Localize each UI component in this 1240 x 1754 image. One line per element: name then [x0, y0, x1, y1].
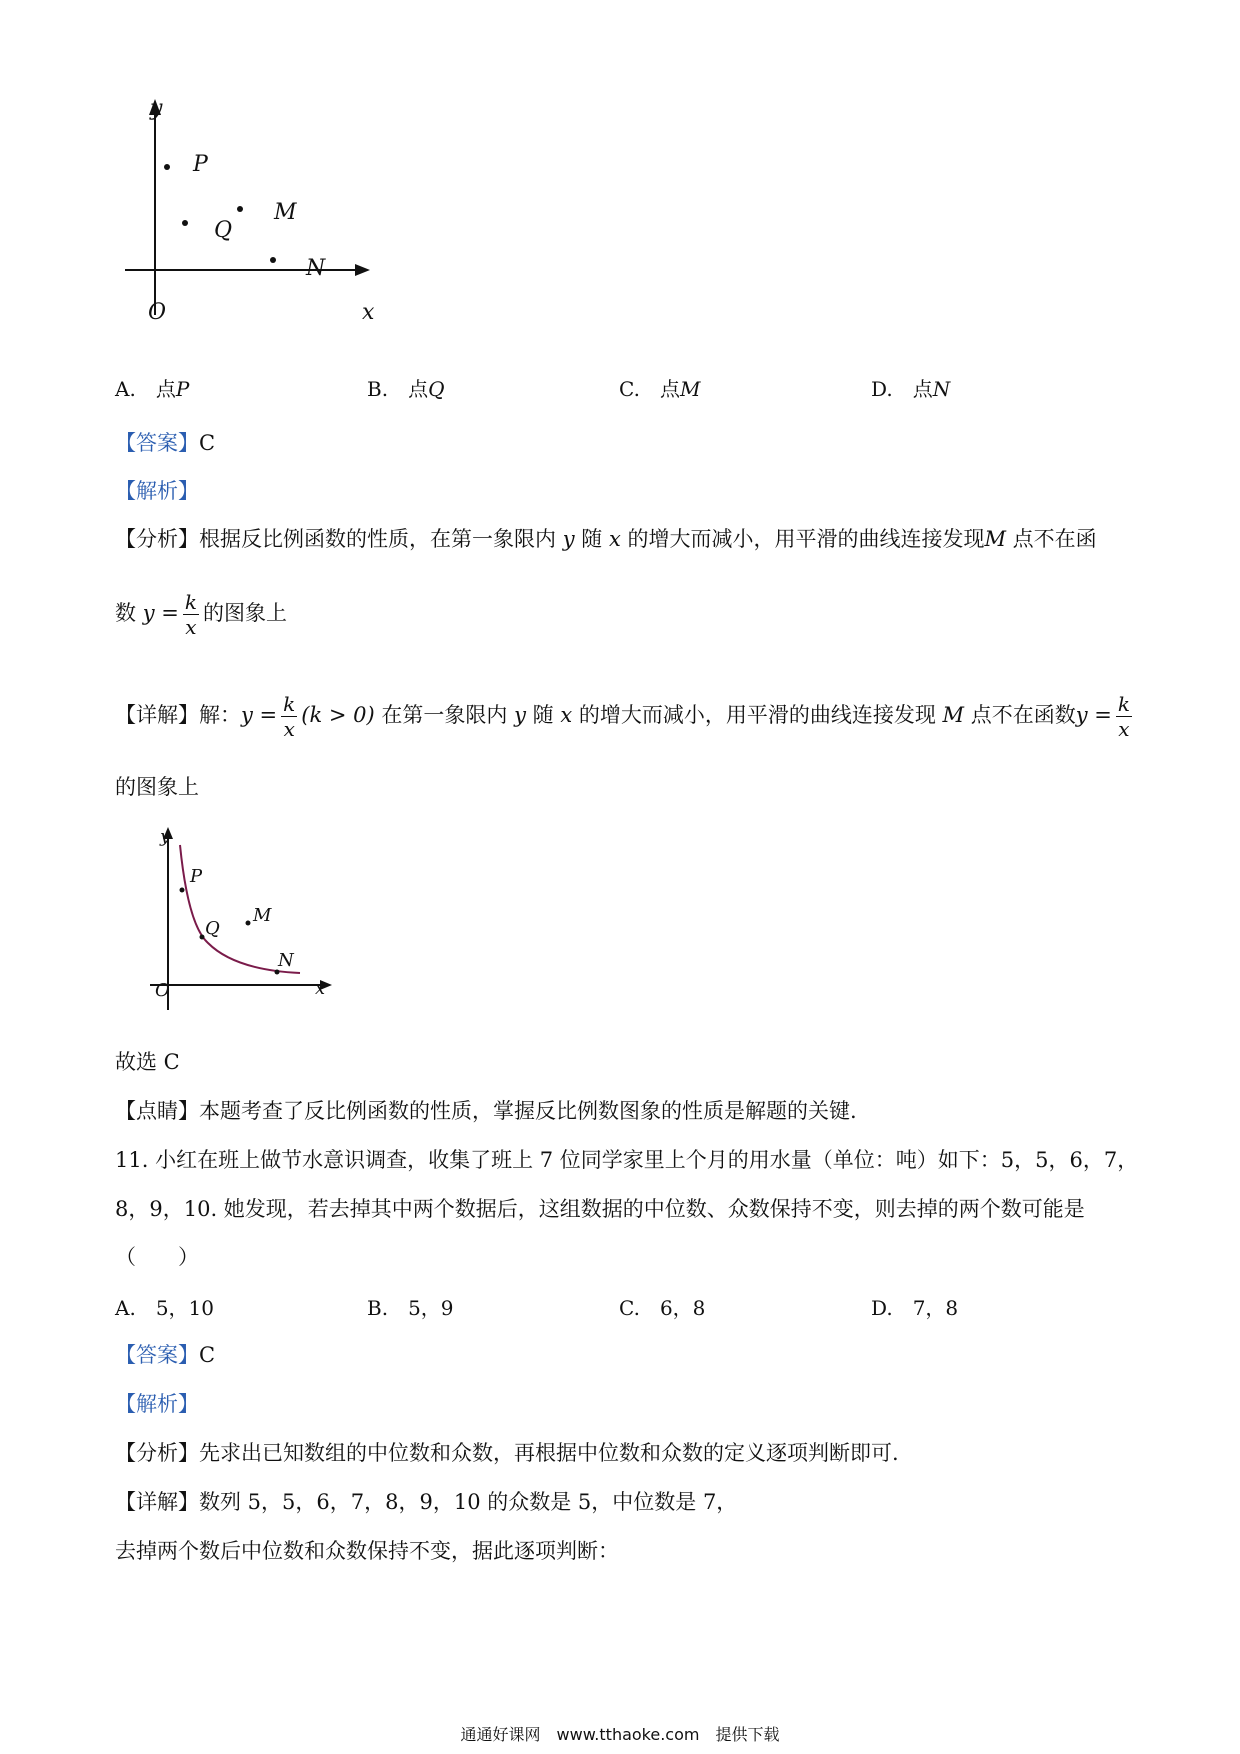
q10-answer: 【答案】C: [115, 431, 216, 455]
origin-label: O: [148, 300, 167, 325]
q11-option-d: D. 7，8: [871, 1296, 959, 1320]
q11-answer: 【答案】C: [115, 1343, 216, 1367]
q11-stem-line1: 11. 小红在班上做节水意识调查，收集了班上 7 位同学家里上个月的用水量（单位：吨）如下：5，5，6，7，: [115, 1148, 1139, 1172]
fig2-point-q: Q: [205, 918, 220, 939]
q11-stem-line3: （ ）: [115, 1245, 199, 1269]
q11-option-c: C. 6，8: [619, 1296, 706, 1320]
q10-option-b: B. 点Q: [367, 377, 445, 401]
q11-xiangjie: 【详解】数列 5，5，6，7，8，9，10 的众数是 5，中位数是 7，: [115, 1490, 738, 1514]
q10-option-c: C. 点M: [619, 377, 701, 401]
point-label-n: N: [306, 256, 326, 281]
fig2-origin-label: O: [155, 980, 170, 1001]
axis-x-label: x: [362, 300, 375, 325]
q10-choose: 故选 C: [115, 1050, 180, 1074]
q11-last-line: 去掉两个数后中位数和众数保持不变，据此逐项判断：: [115, 1539, 619, 1563]
point-label-m: M: [274, 200, 297, 225]
q10-option-a: A. 点P: [115, 377, 190, 401]
point-label-q: Q: [214, 218, 233, 243]
fig2-point-p: P: [190, 866, 203, 887]
q11-option-a: A. 5，10: [115, 1296, 214, 1320]
q10-dianjing: 【点睛】本题考查了反比例函数的性质，掌握反比例数图象的性质是解题的关键.: [115, 1099, 857, 1123]
q11-stem-line2: 8，9，10. 她发现，若去掉其中两个数据后，这组数据的中位数、众数保持不变，则去掉的两个数可能是: [115, 1197, 1085, 1221]
axis-y-label: y: [150, 96, 163, 121]
q10-option-d: D. 点N: [871, 377, 951, 401]
q10-xiangjie-line2: 的图象上: [115, 775, 199, 799]
point-label-p: P: [193, 152, 208, 177]
q10-fenxi-line2: 数 y = $\frac{k}{x}$ 的图象上: [115, 590, 287, 639]
q11-option-b: B. 5，9: [367, 1296, 454, 1320]
figure-hyperbola-curve: [140, 825, 340, 1020]
q10-analysis-tag: 【解析】: [115, 479, 199, 503]
page-footer: 通通好课网 www.tthaoke.com 提供下载: [460, 1725, 780, 1744]
fig2-point-m: M: [253, 905, 272, 926]
fig2-axis-x-label: x: [315, 978, 326, 999]
q10-fenxi-line1: 【分析】根据反比例函数的性质，在第一象限内 y 随 x 的增大而减小，用平滑的曲线连接发现M 点不在函: [115, 527, 1097, 551]
q11-fenxi: 【分析】先求出已知数组的中位数和众数，再根据中位数和众数的定义逐项判断即可.: [115, 1441, 899, 1465]
fig2-axis-y-label: y: [160, 826, 171, 847]
fraction-k-over-x: $\frac{k}{x}$: [184, 590, 197, 639]
fig2-point-n: N: [278, 950, 294, 971]
q10-xiangjie-line1: 【详解】解：y = $\frac{k}{x}$ (k > 0) 在第一象限内 y 随 x 的增大而减小，用平滑的曲线连接发现 M 点不在函数y = $\frac{k}{x}$: [115, 692, 1130, 741]
q11-analysis-tag: 【解析】: [115, 1392, 199, 1416]
